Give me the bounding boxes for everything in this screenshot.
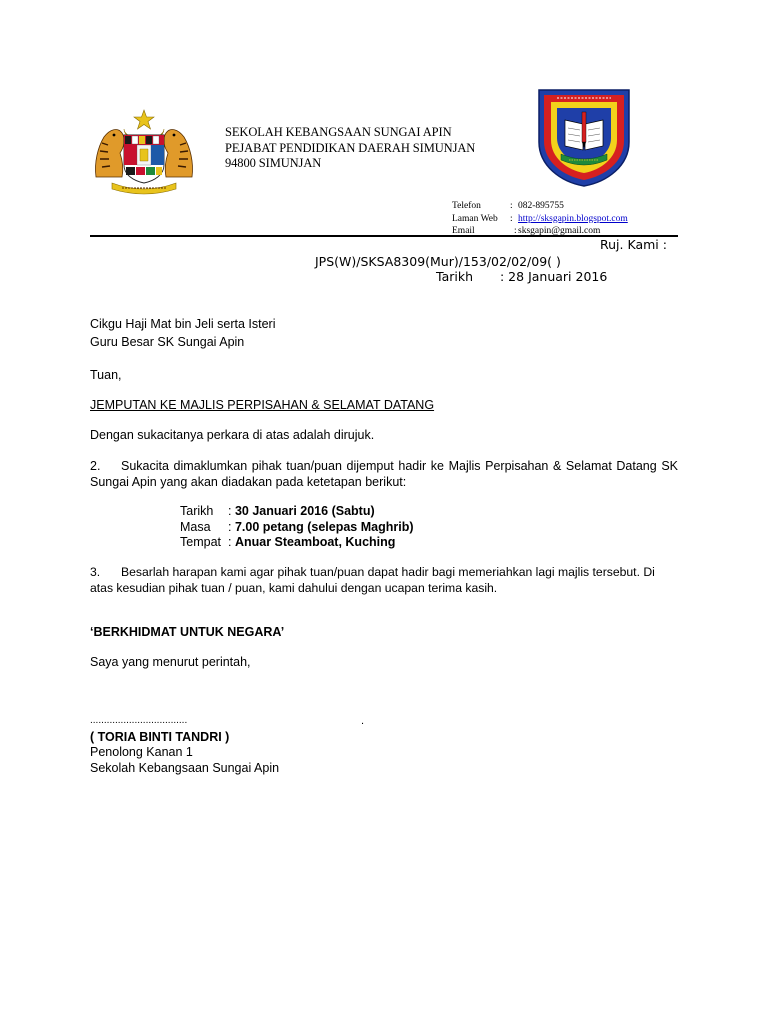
school-address	[225, 125, 475, 172]
reference-number: JPS(W)/SKSA8309(Mur)/153/02/02/09( )	[315, 254, 561, 269]
salutation: Tuan,	[90, 368, 122, 382]
district-office: PEJABAT PENDIDIKAN DAERAH SIMUNJAN	[225, 140, 476, 155]
letter-date-label: Tarikh	[436, 269, 473, 284]
event-time: Masa : 7.00 petang (selepas Maghrib)	[180, 519, 414, 534]
signatory-position: Penolong Kanan 1	[90, 745, 193, 759]
event-details	[180, 504, 414, 551]
event-place: Tempat : Anuar Steamboat, Kuching	[180, 535, 396, 549]
contact-value: 082-895755	[518, 201, 564, 211]
header-divider	[90, 235, 678, 237]
event-date-label: Tarikh	[180, 504, 214, 518]
event-time-value: 7.00 petang (selepas Maghrib)	[234, 519, 414, 534]
event-time-label: Masa	[180, 519, 211, 534]
signatory-school: Sekolah Kebangsaan Sungai Apin	[90, 761, 280, 775]
paragraph-text: Besarlah harapan kami agar pihak tuan/puan dapat hadir bagi memeriahkan lagi majlis tersebut. Di atas kesudian pihak tuan / puan, kami dahului dengan ucapan terima kasih.	[90, 565, 655, 595]
stray-dot: .	[361, 715, 365, 727]
recipient-name: Cikgu Haji Mat bin Jeli serta Isteri	[90, 317, 276, 331]
closing-phrase: Saya yang menurut perintah,	[90, 655, 251, 669]
signature-line: ...................................	[90, 715, 188, 726]
school-name: SEKOLAH KEBANGSAAN SUNGAI APIN	[225, 125, 452, 139]
letter-subject: JEMPUTAN KE MAJLIS PERPISAHAN & SELAMAT DATANG	[90, 398, 435, 412]
reference-label: Ruj. Kami :	[600, 237, 667, 252]
contact-value: sksgapin@gmail.com	[518, 226, 601, 236]
contact-label: Email	[452, 226, 475, 236]
paragraph-number: 3.	[90, 565, 101, 579]
paragraph-3	[90, 565, 678, 596]
school-crest-icon	[535, 86, 633, 188]
event-place-value: Anuar Steamboat, Kuching	[234, 535, 396, 549]
contact-label: Laman Web	[452, 213, 498, 224]
recipient	[90, 317, 678, 350]
paragraph-1: Dengan sukacitanya perkara di atas adalah dirujuk.	[90, 428, 375, 442]
malaysia-coat-of-arms-icon	[88, 107, 200, 195]
contact-label: Telefon	[452, 201, 481, 211]
paragraph-text: Sukacita dimaklumkan pihak tuan/puan dijemput hadir ke Majlis Perpisahan & Selamat Datang SK Sungai Apin yang akan diadakan pada ketetapan berikut:	[90, 459, 678, 489]
event-date-value: 30 Januari 2016 (Sabtu)	[234, 504, 375, 518]
postcode-city: 94800 SIMUNJAN	[225, 156, 322, 170]
event-place-label: Tempat	[180, 535, 221, 549]
event-date: Tarikh : 30 Januari 2016 (Sabtu)	[180, 504, 375, 518]
paragraph-number: 2.	[90, 459, 101, 473]
paragraph-2	[90, 459, 678, 490]
recipient-title: Guru Besar SK Sungai Apin	[90, 334, 245, 349]
website-link[interactable]: http://sksgapin.blogspot.com	[518, 213, 628, 224]
letter-date-value: : 28 Januari 2016	[500, 269, 608, 284]
motto: ‘BERKHIDMAT UNTUK NEGARA’	[90, 625, 285, 639]
signatory-name: ( TORIA BINTI TANDRI )	[90, 730, 230, 744]
